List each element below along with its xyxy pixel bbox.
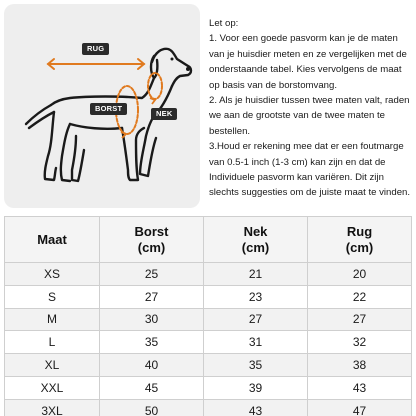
cell-chest: 50	[100, 399, 204, 416]
cell-back: 47	[308, 399, 412, 416]
instruction-point-2: 2. Als je huisdier tussen twee maten valt, raden we aan de grootste van de twee maten te bestellen.	[209, 95, 410, 137]
cell-size: 3XL	[5, 399, 100, 416]
cell-size: L	[5, 331, 100, 354]
cell-neck: 27	[204, 308, 308, 331]
measurement-instructions	[209, 16, 414, 201]
cell-back: 20	[308, 263, 412, 286]
neck-arrow-head	[150, 98, 155, 104]
cell-back: 38	[308, 354, 412, 377]
cell-size: M	[5, 308, 100, 331]
size-chart-table	[4, 216, 412, 416]
instruction-point-1: 1. Voor een goede pasvorm kan je de maten van je huisdier meten en ze vergelijken met de onderstaande tabel. Kies vervolgens de maat op basis van de borstomvang.	[209, 33, 407, 91]
cell-chest: 35	[100, 331, 204, 354]
cell-size: XL	[5, 354, 100, 377]
table-row	[5, 331, 412, 354]
cell-back: 32	[308, 331, 412, 354]
table-header-row	[5, 217, 412, 263]
chest-label: BORST	[90, 103, 127, 115]
cell-chest: 27	[100, 285, 204, 308]
back-label: RUG	[82, 43, 109, 55]
table-row	[5, 308, 412, 331]
header-chest: Borst (cm)	[100, 217, 204, 263]
cell-size: XXL	[5, 376, 100, 399]
instructions-heading: Let op:	[209, 18, 239, 29]
cell-neck: 21	[204, 263, 308, 286]
dog-eye-icon	[171, 58, 174, 61]
table-row	[5, 285, 412, 308]
cell-chest: 45	[100, 376, 204, 399]
cell-chest: 30	[100, 308, 204, 331]
cell-chest: 25	[100, 263, 204, 286]
table-row	[5, 399, 412, 416]
table-row	[5, 376, 412, 399]
dog-nose-icon	[186, 67, 190, 71]
cell-chest: 40	[100, 354, 204, 377]
cell-neck: 23	[204, 285, 308, 308]
cell-neck: 43	[204, 399, 308, 416]
table-row	[5, 263, 412, 286]
header-back: Rug (cm)	[308, 217, 412, 263]
cell-size: S	[5, 285, 100, 308]
header-size: Maat	[5, 217, 100, 263]
cell-back: 27	[308, 308, 412, 331]
cell-neck: 39	[204, 376, 308, 399]
cell-size: XS	[5, 263, 100, 286]
cell-neck: 35	[204, 354, 308, 377]
neck-label: NEK	[151, 108, 177, 120]
table-row	[5, 354, 412, 377]
cell-neck: 31	[204, 331, 308, 354]
header-neck: Nek (cm)	[204, 217, 308, 263]
dog-measurement-illustration	[4, 4, 200, 208]
cell-back: 22	[308, 285, 412, 308]
instruction-point-3: 3.Houd er rekening mee dat er een foutmarge van 0.5-1 inch (1-3 cm) kan zijn en dat de Individuele pasvorm kan variëren. Dit zijn slechts suggesties om de juiste maat te vinden.	[209, 141, 411, 199]
cell-back: 43	[308, 376, 412, 399]
